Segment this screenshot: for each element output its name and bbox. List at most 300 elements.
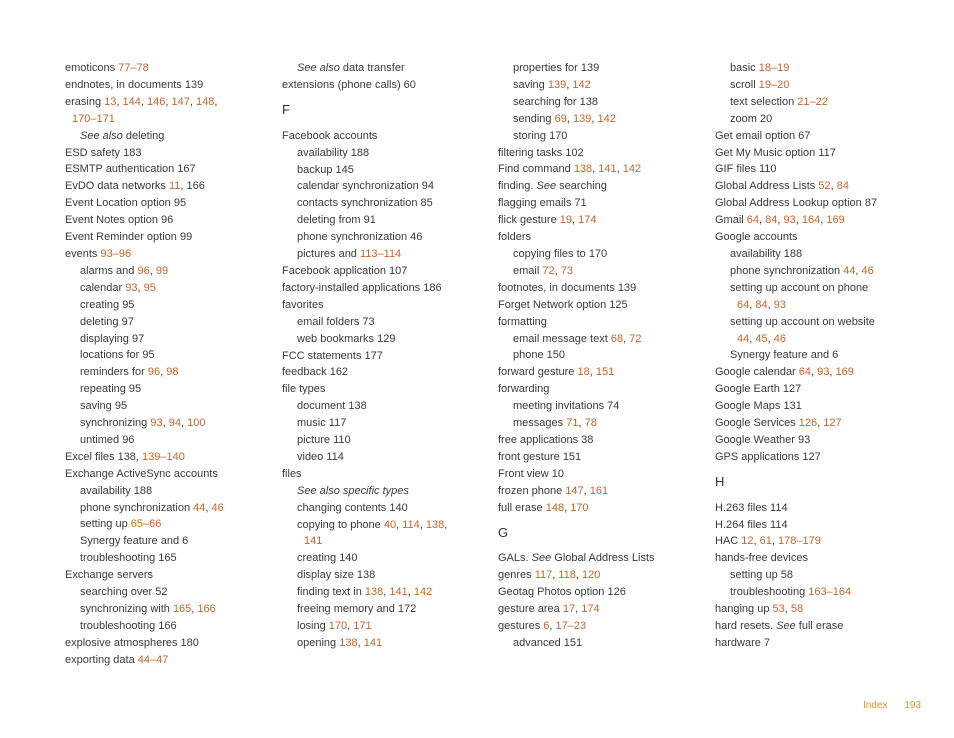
page-reference-link[interactable]: 72 [629,332,642,345]
entry-term: Get My Music option 117 [715,146,836,159]
entry-term: synchronizing [80,417,151,430]
index-entry [498,212,698,229]
page-reference-link[interactable]: 96 [137,264,150,277]
entry-text: , [767,332,774,345]
index-subentry [282,60,482,77]
index-entry [715,500,915,517]
entry-term: Facebook accounts [282,129,378,142]
page-reference-link[interactable]: 138 [364,586,384,599]
page-reference-link[interactable]: 139–140 [142,450,185,463]
entry-term: EvDO data networks [65,180,169,193]
entry-text: , [419,518,426,531]
entry-term: Event Notes option 96 [65,214,174,227]
entry-text: , [623,332,630,345]
index-subentry [65,297,265,314]
index-entry [282,297,482,314]
page-reference-link[interactable]: 139 [547,78,567,91]
index-entry [715,432,915,449]
index-entry [498,229,698,246]
entry-text: , [564,501,571,514]
entry-term: email message text [513,332,611,345]
page-reference-link[interactable]: 138 [425,518,445,531]
page-reference-link[interactable]: 93 [150,417,163,430]
entry-text: , [357,636,364,649]
entry-term: GPS applications 127 [715,450,821,463]
index-entry [65,449,265,466]
index-subentry [65,398,265,415]
page-reference-link[interactable]: 178–179 [778,535,821,548]
index-entry [715,161,915,178]
page-reference-link[interactable]: 142 [413,586,433,599]
page-reference-link[interactable]: 163–164 [808,586,852,599]
page-reference-link[interactable]: 64 [798,366,812,379]
entry-term: changing contents 140 [297,501,408,514]
index-entry [65,212,265,229]
entry-term: Front view 10 [498,467,565,480]
entry-text: , [591,112,598,125]
index-entry [715,297,915,314]
page-reference-link[interactable]: 114 [402,518,420,531]
entry-term: losing [297,620,329,632]
entry-term: sending [513,112,555,125]
index-entry [498,550,698,567]
entry-text: , [749,332,756,345]
index-subentry [282,229,482,246]
page-reference-link[interactable]: 17–23 [555,620,587,632]
page-reference-link[interactable]: 141 [389,586,408,599]
page-reference-link[interactable]: 84 [755,298,768,311]
index-entry [715,449,915,466]
entry-term: meeting invitations 74 [513,400,620,413]
page-reference-link[interactable]: 6 [543,620,550,632]
page-reference-link[interactable]: 46 [861,264,874,277]
entry-term: Event Location option 95 [65,197,187,210]
entry-term: repeating 95 [80,383,142,396]
index-subentry [715,280,915,297]
entry-term: hands-free devices [715,552,808,565]
entry-term: full erase [498,501,546,514]
entry-term: flick gesture [498,214,560,227]
index-entry [282,348,482,365]
entry-text: , [592,163,599,176]
index-subentry [498,635,698,652]
page-reference-link[interactable]: 138 [573,163,593,176]
entry-term: phone synchronization [730,264,844,277]
entry-term: Find command [498,163,574,176]
index-entry [282,128,482,145]
index-entry [498,567,698,584]
entry-text: , [566,112,573,125]
page-reference-link[interactable]: 170 [570,501,589,514]
index-subentry [715,347,915,364]
entry-term: email [513,264,543,277]
index-subentry [65,364,265,381]
page-reference-link[interactable]: 169 [835,366,854,379]
index-subentry [65,584,265,601]
entry-term: web bookmarks 129 [297,332,396,345]
page-reference-link[interactable]: 142 [622,163,642,176]
entry-text: , [165,95,172,108]
page-reference-link[interactable]: 94 [168,417,181,430]
index-letter-heading: H [715,474,725,490]
index-entry [715,229,915,246]
page-reference-link[interactable]: 166 [197,603,216,615]
index-entry [65,111,265,128]
page-reference-link[interactable]: 142 [597,112,616,125]
page-reference-link[interactable]: 18–19 [758,62,790,74]
index-subentry [282,415,482,432]
index-entry [715,145,915,162]
page-reference-link[interactable]: 174 [578,214,597,227]
page-reference-link[interactable]: 161 [589,484,609,497]
entry-term: emoticons [65,62,119,74]
page-reference-link[interactable]: 46 [773,332,786,345]
page-reference-link[interactable]: 164 [801,214,821,227]
entry-text: , 166 [180,180,205,193]
cross-reference: See [776,620,796,632]
entry-term: phone synchronization 46 [297,231,423,244]
entry-term: footnotes, in documents 139 [498,281,637,294]
entry-term: locations for 95 [80,349,155,362]
page-reference-link[interactable]: 113–114 [359,248,402,261]
index-subentry [715,111,915,128]
index-subentry [498,398,698,415]
page-reference-link[interactable]: 93–96 [100,247,132,260]
page-reference-link[interactable]: 138 [339,636,358,649]
page-reference-link[interactable]: 118 [558,569,576,582]
index-subentry [498,128,698,145]
entry-term: Google calendar [715,366,799,379]
index-entry [498,483,698,500]
page-reference-link[interactable]: 95 [143,281,156,294]
entry-term: filtering tasks 102 [498,146,584,159]
entry-term: events [65,247,101,260]
page-reference-link[interactable]: 126 [798,417,818,430]
index-entry [282,280,482,297]
page-reference-link[interactable]: 19 [559,214,572,227]
page-reference-link[interactable]: 46 [211,501,224,514]
entry-term: reminders for [80,366,148,379]
page-reference-link[interactable]: 98 [166,366,179,379]
index-subentry [282,331,482,348]
entry-term: favorites [282,298,324,311]
index-subentry [498,246,698,263]
page-reference-link[interactable]: 146 [147,95,166,108]
page-reference-link[interactable]: 96 [147,366,161,379]
index-entry [498,364,698,381]
entry-term: Global Address Lookup option 87 [715,197,878,210]
page-reference-link[interactable]: 93 [817,366,830,379]
index-subentry [715,314,915,331]
page-reference-link[interactable]: 12 [741,535,754,548]
entry-text: , [817,417,824,430]
entry-term: explosive atmospheres 180 [65,636,199,649]
entry-term: setting up account on website [730,315,875,328]
entry-text: , [396,518,403,531]
entry-term: display size 138 [297,569,376,582]
entry-text: searching [556,180,607,193]
index-subentry [65,432,265,449]
entry-text: , [771,535,779,548]
page-reference-link[interactable]: 93 [783,214,796,227]
index-entry [715,618,915,635]
index-entry [715,364,915,381]
page-reference-link[interactable]: 142 [572,78,591,91]
index-subentry [715,263,915,280]
page-reference-link[interactable]: 93 [773,298,786,311]
index-subentry [715,77,915,94]
page-reference-link[interactable]: 165 [172,603,192,615]
entry-term: saving 95 [80,400,128,413]
page-reference-link[interactable]: 61 [759,535,772,548]
entry-term: synchronizing with [80,603,173,615]
index-entry [715,195,915,212]
page-reference-link[interactable]: 144 [122,95,141,108]
page-reference-link[interactable]: 139 [572,112,592,125]
entry-term: creating 95 [80,298,135,311]
entry-term: GALs. [498,552,532,565]
entry-term: troubleshooting 165 [80,552,177,565]
entry-term: Facebook application 107 [282,264,408,277]
page-reference-link[interactable]: 40 [383,518,397,531]
entry-text: , [811,366,818,379]
entry-term: hard resets. [715,620,777,632]
entry-term: folders [498,231,532,244]
index-subentry [282,398,482,415]
page-reference-link[interactable]: 141 [363,636,383,649]
index-entry [65,145,265,162]
entry-term: Excel files 138, [65,450,143,463]
entry-text: deleting [122,129,165,142]
page-reference-link[interactable]: 44 [193,501,206,514]
index-entry [65,178,265,195]
entry-term: Forget Network option 125 [498,298,628,311]
page-reference-link[interactable]: 148 [195,95,215,108]
entry-text: , [753,535,760,548]
entry-term: saving [513,78,548,91]
index-subentry [282,517,482,534]
entry-term: Google Maps 131 [715,400,802,413]
page-reference-link[interactable]: 44 [843,264,856,277]
index-subentry [498,111,698,128]
index-entry [715,331,915,348]
index-entry [65,161,265,178]
page-reference-link[interactable]: 68 [610,332,624,345]
page-reference-link[interactable]: 151 [595,366,615,379]
entry-term: hardware 7 [715,636,771,649]
index-entry [498,500,698,517]
page-reference-link[interactable]: 77–78 [118,62,149,74]
entry-term: HAC [715,535,742,548]
index-subentry [715,60,915,77]
index-entry [498,466,698,483]
page-reference-link[interactable]: 69 [554,112,567,125]
index-entry [715,601,915,618]
index-subentry [498,263,698,280]
page-number: 193 [904,700,921,711]
page-reference-link[interactable]: 21–22 [797,95,828,108]
index-subentry [65,500,265,517]
index-entry [65,77,265,94]
entry-term: Get email option 67 [715,129,811,142]
entry-text: data transfer [339,62,405,74]
entry-term: availability 188 [80,484,153,497]
index-subentry [65,128,265,145]
index-entry [282,381,482,398]
entry-term: backup 145 [297,163,354,176]
page-reference-link[interactable]: 120 [582,569,601,582]
entry-text: , [137,281,144,294]
cross-reference: See also [80,129,123,142]
entry-term: pictures and [297,248,360,261]
page-reference-link[interactable]: 17 [562,603,576,616]
page-reference-link[interactable]: 45 [755,332,768,345]
page-reference-link[interactable]: 78 [584,417,597,430]
page-reference-link[interactable]: 147 [565,484,584,497]
index-subentry [715,584,915,601]
entry-term: GIF files 110 [715,163,777,176]
index-subentry [282,500,482,517]
page-reference-link[interactable]: 53 [772,603,785,616]
entry-term: Google Earth 127 [715,383,802,396]
entry-term: Event Reminder option 99 [65,231,193,244]
entry-term: advanced 151 [513,636,583,649]
index-subentry [65,516,265,533]
index-entry [715,381,915,398]
page-reference-link[interactable]: 141 [304,535,323,548]
page-reference-link[interactable]: 170 [328,620,348,632]
entry-term: basic [730,62,759,74]
page-reference-link[interactable]: 127 [823,417,842,430]
index-entry [65,229,265,246]
entry-text: , [162,417,169,430]
entry-term: properties for 139 [513,62,600,74]
page-reference-link[interactable]: 52 [818,180,831,193]
page-reference-link[interactable]: 169 [826,214,845,227]
entry-term: phone synchronization [80,501,194,514]
page-reference-link[interactable]: 64 [737,298,750,311]
entry-term: forwarding [498,383,550,396]
page-reference-link[interactable]: 58 [790,603,804,616]
index-entry [715,517,915,534]
entry-term: displaying 97 [80,332,145,345]
index-subentry [282,618,482,635]
page-reference-link[interactable]: 170–171 [72,112,115,125]
entry-text: , [189,95,196,108]
index-entry [282,466,482,483]
page-reference-link[interactable]: 147 [171,95,190,108]
page-reference-link[interactable]: 72 [542,264,555,277]
entry-text: , [572,214,579,227]
index-entry [498,195,698,212]
entry-term: setting up 58 [730,569,793,582]
index-subentry [282,195,482,212]
index-entry [715,212,915,229]
index-subentry [282,584,482,601]
entry-term: text selection [730,95,798,108]
page-reference-link[interactable]: 117 [534,569,553,582]
page-reference-link[interactable]: 19–20 [758,78,790,91]
entry-term: genres [498,569,535,582]
index-entry [498,381,698,398]
entry-text: , [855,264,862,277]
entry-term: video 114 [297,450,344,463]
entry-term: availability 188 [297,146,370,159]
entry-text: , [777,214,784,227]
entry-text: , [820,214,827,227]
page-reference-link[interactable]: 100 [187,417,206,430]
entry-term: Google Weather 93 [715,433,811,446]
entry-text: , [407,586,414,599]
index-subentry [715,246,915,263]
index-entry [282,77,482,94]
entry-term: Synergy feature and 6 [80,535,189,548]
page-reference-link[interactable]: 84 [836,180,849,193]
index-subentry [65,347,265,364]
index-subentry [282,162,482,179]
index-entry [715,533,915,550]
entry-text: Global Address Lists [551,552,655,565]
entry-text: , [191,603,198,615]
entry-term: gestures [498,620,544,632]
entry-term: untimed 96 [80,433,135,446]
entry-text: , [589,366,596,379]
entry-term: H.264 files 114 [715,518,788,531]
entry-term: email folders 73 [297,315,375,328]
page-reference-link[interactable]: 141 [598,163,617,176]
page-footer [863,700,921,711]
entry-text: , [205,501,212,514]
page-reference-link[interactable]: 11 [168,180,181,193]
page-reference-link[interactable]: 18 [577,366,590,379]
entry-term: flagging emails 71 [498,197,587,210]
entry-term: front gesture 151 [498,450,582,463]
page-reference-link[interactable]: 171 [353,620,372,632]
page-reference-link[interactable]: 13 [104,95,117,108]
page-reference-link[interactable]: 71 [566,417,579,430]
entry-text: , [767,298,774,311]
entry-term: finding. [498,180,537,193]
entry-term: feedback 162 [282,366,349,379]
entry-term: Global Address Lists [715,180,819,193]
entry-term: calendar [80,281,126,294]
page-reference-link[interactable]: 44 [737,332,750,345]
page-reference-link[interactable]: 84 [765,214,778,227]
page-reference-link[interactable]: 99 [155,264,169,277]
index-entry [498,584,698,601]
index-entry [498,297,698,314]
entry-term: ESMTP authentication 167 [65,163,196,176]
index-entry [498,178,698,195]
page-reference-link[interactable]: 174 [581,603,600,616]
entry-term: Exchange ActiveSync accounts [65,467,218,480]
index-letter-heading: G [498,524,509,540]
index-subentry [65,331,265,348]
page-reference-link[interactable]: 148 [545,501,565,514]
entry-text: , [829,366,836,379]
cross-reference: See [536,180,557,193]
page-reference-link[interactable]: 93 [125,281,138,294]
index-entry [498,314,698,331]
entry-term: deleting from 91 [297,214,376,227]
page-reference-link[interactable]: 64 [746,214,760,227]
page-reference-link[interactable]: 73 [560,264,573,277]
page-reference-link[interactable]: 65–66 [130,518,162,531]
page-reference-link[interactable]: 44–47 [137,653,169,666]
index-subentry [282,246,482,263]
index-entry [65,652,265,669]
index-entry [498,432,698,449]
